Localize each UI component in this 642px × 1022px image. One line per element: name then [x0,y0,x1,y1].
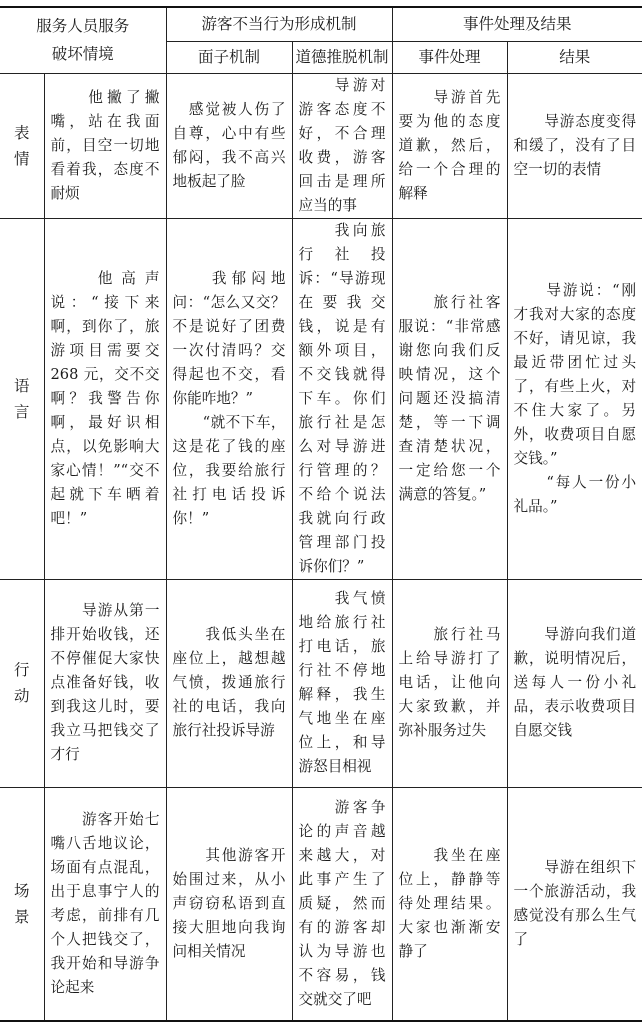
situation-cell: 他高声说：“接下来啊，到你了，旅游项目需要交 268 元，交不交啊？我警告你啊，最好识相点，以免影响大家心情！”“交不起就下车晒着吧！” [44,218,166,579]
header-result: 结果 [507,41,642,73]
moral-cell: 游客争论的声音越来越大，对此事产生了质疑，然而有的游客却认为导游也不容易，钱交就交了吧 [292,787,392,1021]
face-cell: 感觉被人伤了自尊，心中有些郁闷，我不高兴地板起了脸 [166,73,292,218]
header-situation: 服务人员服务 破坏情境 [0,7,166,73]
handling-cell: 旅行社马上给导游打了电话，让他向大家致歉，并弥补服务过失 [392,579,507,787]
moral-cell: 导游对游客态度不好，不合理收费，游客回击是理所应当的事 [292,73,392,218]
result-cell: 导游在组织下一个旅游活动，我感觉没有那么生气了 [507,787,642,1021]
row-label: 行动 [0,579,44,787]
header-event-handling: 事件处理 [392,41,507,73]
result-cell: 导游态度变得和缓了，没有了目空一切的表情 [507,73,642,218]
result-cell: 导游说：“刚才我对大家的态度不好，请见谅，我最近带团忙过头了，有些上火，对不住大家了。另外，收费项目自愿交钱。” “每人一份小礼品。” [507,218,642,579]
header-face-mechanism: 面子机制 [166,41,292,73]
table-row [0,787,642,1021]
table-row [0,218,642,579]
face-cell: 我郁闷地问：“怎么又交？不是说好了团费一次付清吗？交得起也不交，看你能咋地？” “就不下车，这是花了钱的座位，我要给旅行社打电话投诉你！” [166,218,292,579]
situation-cell: 他撇了撇嘴，站在我面前，目空一切地看着我，态度不耐烦 [44,73,166,218]
header-mechanism-group: 游客不当行为形成机制 [166,7,392,41]
row-label: 表情 [0,73,44,218]
header-moral-mechanism: 道德推脱机制 [292,41,392,73]
situation-cell: 导游从第一排开始收钱，还不停催促大家快点准备好钱，收到我这儿时，要我立马把钱交了才行 [44,579,166,787]
handling-cell: 导游首先要为他的态度道歉，然后，给一个合理的解释 [392,73,507,218]
header-handling-group: 事件处理及结果 [392,7,642,41]
face-cell: 其他游客开始围过来，从小声窃窃私语到直接大胆地向我询问相关情况 [166,787,292,1021]
moral-cell: 我气愤地给旅行社打电话，旅行社不停地解释，我生气地坐在座位上，和导游怒目相视 [292,579,392,787]
handling-cell: 旅行社客服说：“非常感谢您向我们反映情况，这个问题还没搞清楚，等一下调查清楚状况，一定给您一个满意的答复。” [392,218,507,579]
table-row [0,579,642,787]
row-label: 语言 [0,218,44,579]
moral-cell: 我向旅行社投诉：“导游现在要我交钱，说是有额外项目，不交钱就得下车。你们旅行社是怎么对导游进行管理的？不给个说法我就向行政管理部门投诉你们？” [292,218,392,579]
table-row [0,73,642,218]
face-cell: 我低头坐在座位上，越想越气愤，拨通旅行社的电话，我向旅行社投诉导游 [166,579,292,787]
situation-cell: 游客开始七嘴八舌地议论，场面有点混乱，出于息事宁人的考虑，前排有几个人把钱交了，我开始和导游争论起来 [44,787,166,1021]
service-failure-table [0,6,642,1022]
handling-cell: 我坐在座位上，静静等待处理结果。大家也渐渐安静了 [392,787,507,1021]
row-label: 场景 [0,787,44,1021]
result-cell: 导游向我们道歉，说明情况后，送每人一份小礼品，表示收费项目自愿交钱 [507,579,642,787]
